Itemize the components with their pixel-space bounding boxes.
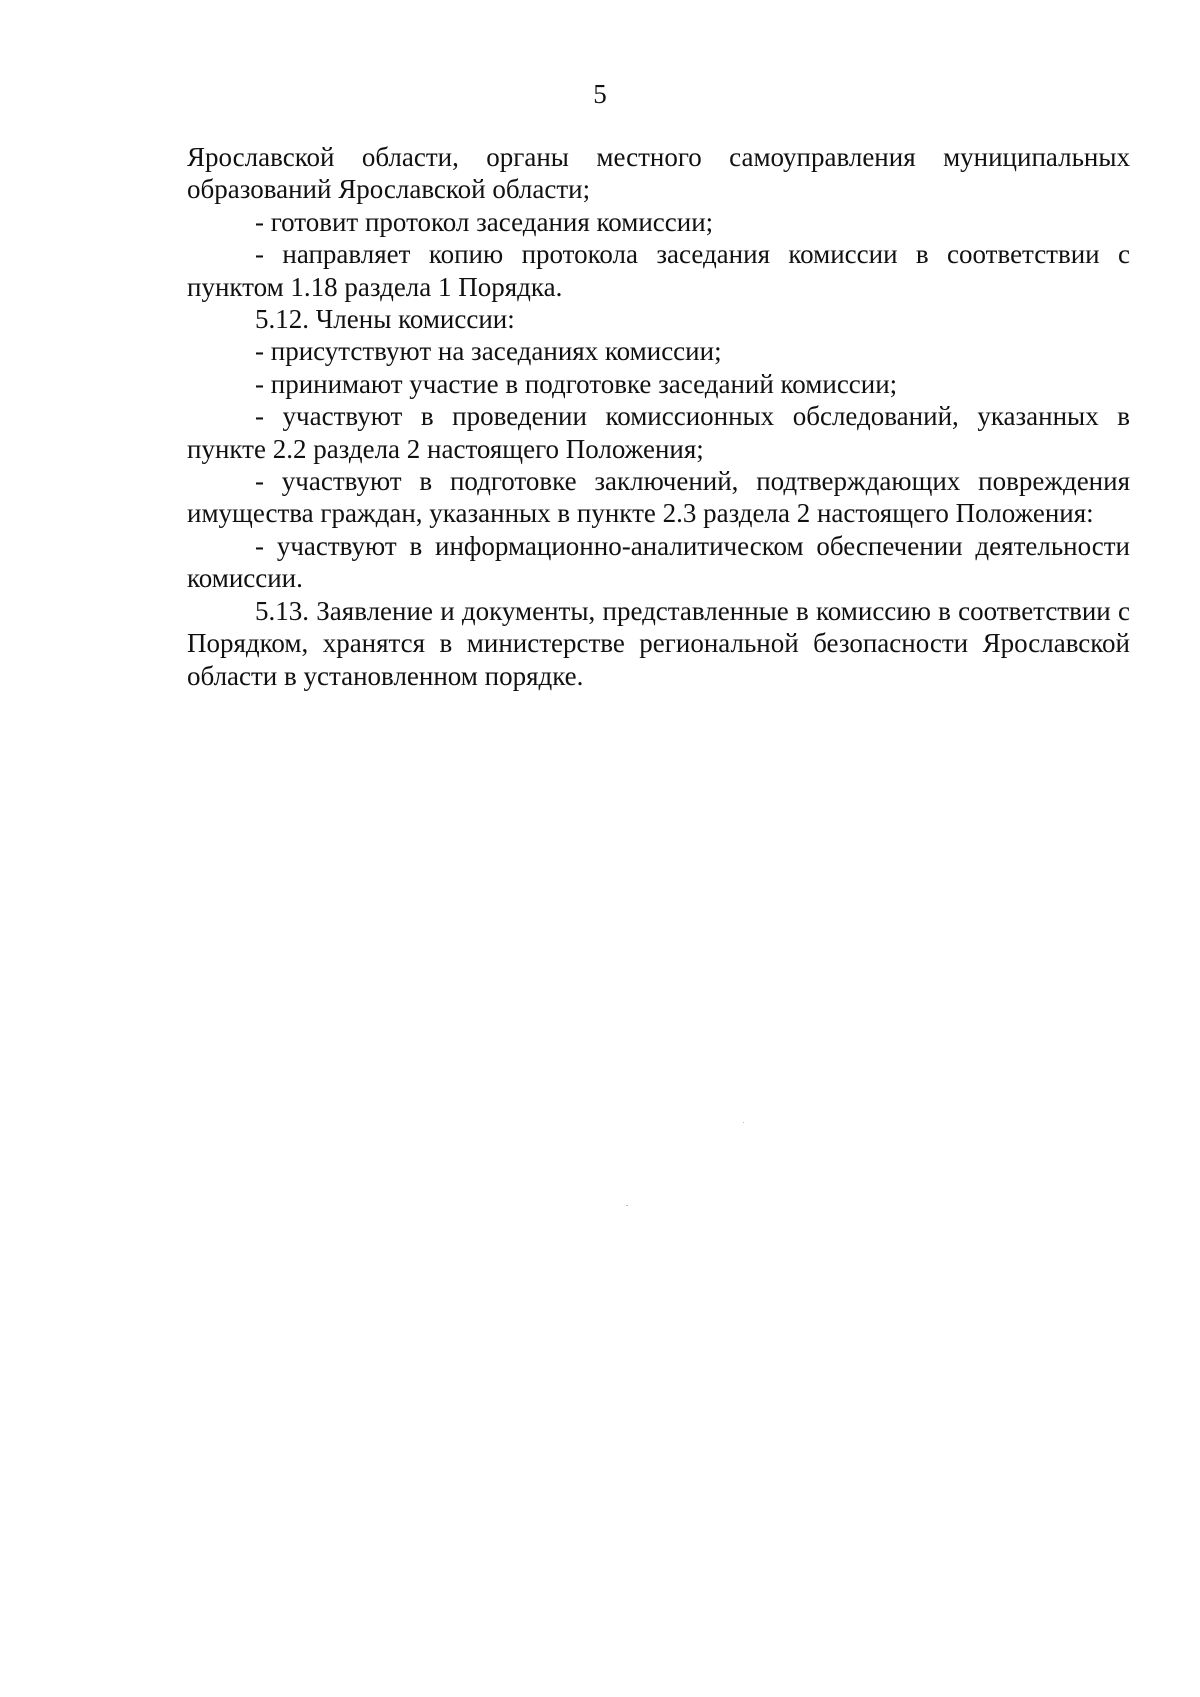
scan-speck — [743, 1122, 744, 1123]
list-item-prepare-protocol: - готовит протокол заседания комиссии; — [255, 206, 714, 237]
list-item-inspections: - участвуют в проведении комиссионных обследований, указанных в пункте 2.2 раздела 2 настоящего Положения; — [187, 401, 1130, 464]
section-paragraph-5-13: 5.13. Заявление и документы, представленные в комиссию в соответствии с Порядком, хранятся в министерстве региональной безопасности Ярославской области в установленном порядке. — [187, 595, 1130, 691]
list-item-attend-meetings: - присутствуют на заседаниях комиссии; — [255, 336, 722, 367]
paragraph-continuation: Ярославской области, органы местного самоуправления муниципальных образований Ярославской области; — [187, 142, 1130, 205]
list-item-send-protocol-copy: - направляет копию протокола заседания комиссии в соответствии с пунктом 1.18 раздела 1 Порядка. — [187, 239, 1130, 302]
scan-speck — [626, 1205, 628, 1206]
list-item-prepare-meetings: - принимают участие в подготовке заседаний комиссии; — [255, 368, 898, 399]
page-number: 5 — [593, 79, 607, 109]
list-item-analytics: - участвуют в информационно-аналитическом обеспечении деятельности комиссии. — [187, 530, 1130, 594]
document-body — [187, 141, 1130, 692]
list-item-conclusions: - участвуют в подготовке заключений, подтверждающих повреждения имущества граждан, указанных в пункте 2.3 раздела 2 настоящего Положения: — [187, 466, 1130, 529]
section-heading-5-12: 5.12. Члены комиссии: — [255, 304, 515, 335]
